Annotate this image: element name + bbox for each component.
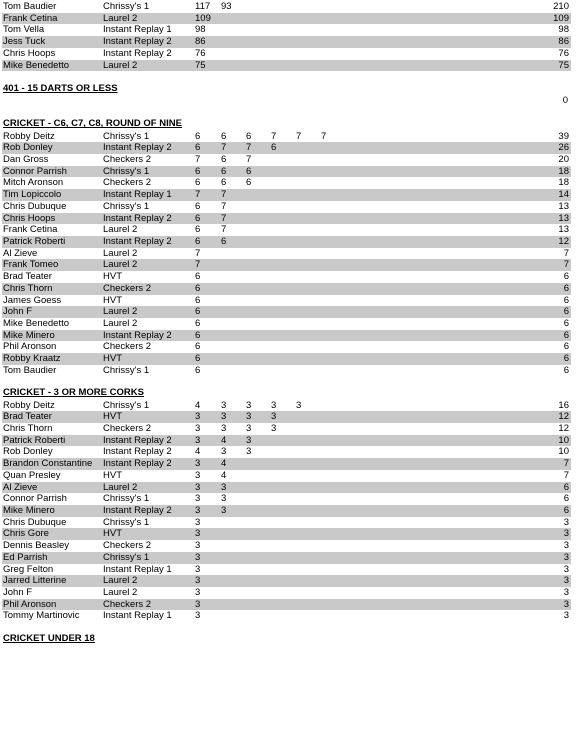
score-cell: 3: [195, 422, 201, 434]
team-name: Chrissy's 1: [103, 399, 150, 411]
player-name: Chris Thorn: [3, 282, 53, 294]
score-cell: 7: [221, 189, 227, 201]
total-cell: 86: [558, 36, 569, 48]
score-cell: 76: [195, 47, 206, 59]
team-name: HVT: [103, 271, 122, 283]
team-name: Instant Replay 1: [103, 610, 172, 622]
table-row: [2, 458, 571, 470]
table-row: [2, 36, 571, 48]
total-cell: 3: [563, 516, 569, 528]
score-cell: 6: [195, 200, 201, 212]
player-name: Jess Tuck: [3, 36, 46, 48]
section-401-total: 0: [562, 95, 568, 106]
table-row: [2, 411, 571, 423]
total-cell: 6: [563, 282, 569, 294]
total-cell: 13: [558, 224, 569, 236]
score-cell: 3: [195, 411, 201, 423]
score-cell: 109: [195, 12, 211, 24]
score-cell: 3: [195, 504, 201, 516]
table-row: [2, 13, 571, 25]
team-name: Chrissy's 1: [103, 200, 150, 212]
table-row: [2, 177, 571, 189]
player-name: Al Zieve: [3, 247, 38, 259]
table-row: [2, 224, 571, 236]
player-name: Mike Benedetto: [3, 318, 70, 330]
player-name: Connor Parrish: [3, 493, 67, 505]
total-cell: 7: [563, 469, 569, 481]
player-name: Brad Teater: [3, 411, 52, 423]
total-cell: 16: [558, 399, 569, 411]
team-name: Checkers 2: [103, 177, 152, 189]
total-cell: 3: [563, 587, 569, 599]
player-name: Dan Gross: [3, 153, 49, 165]
total-cell: 13: [558, 212, 569, 224]
score-cell: 3: [221, 422, 227, 434]
player-name: Rob Donley: [3, 446, 53, 458]
team-name: Checkers 2: [103, 282, 152, 294]
score-cell: 6: [246, 130, 252, 142]
player-name: Quan Presley: [3, 469, 61, 481]
score-cell: 6: [195, 142, 201, 154]
team-name: HVT: [103, 469, 122, 481]
total-cell: 6: [563, 329, 569, 341]
score-cell: 7: [246, 142, 252, 154]
score-cell: 3: [246, 399, 252, 411]
player-name: Phil Aronson: [3, 341, 57, 353]
score-cell: 3: [221, 504, 227, 516]
score-cell: 3: [271, 422, 277, 434]
score-cell: 7: [271, 130, 277, 142]
table-row: [2, 423, 571, 435]
score-cell: 6: [195, 177, 201, 189]
score-cell: 6: [221, 153, 227, 165]
team-name: Checkers 2: [103, 422, 152, 434]
score-cell: 4: [195, 446, 201, 458]
player-name: Mitch Aronson: [3, 177, 64, 189]
player-name: Jarred Litterine: [3, 575, 67, 587]
score-cell: 6: [195, 224, 201, 236]
team-name: Instant Replay 2: [103, 47, 172, 59]
team-name: Chrissy's 1: [103, 516, 150, 528]
player-name: James Goess: [3, 294, 62, 306]
team-name: Laurel 2: [103, 12, 138, 24]
team-name: HVT: [103, 353, 122, 365]
table-row: [2, 365, 571, 377]
score-cell: 6: [195, 235, 201, 247]
score-cell: 3: [221, 411, 227, 423]
team-name: HVT: [103, 411, 122, 423]
team-name: HVT: [103, 294, 122, 306]
player-name: Frank Cetina: [3, 224, 58, 236]
team-name: Chrissy's 1: [103, 1, 150, 12]
team-name: Chrissy's 1: [103, 130, 150, 142]
score-cell: 93: [221, 1, 232, 12]
table-row: [2, 295, 571, 307]
table-row: [2, 259, 571, 271]
total-cell: 6: [563, 318, 569, 330]
score-cell: 6: [221, 235, 227, 247]
table-row: [2, 306, 571, 318]
total-cell: 6: [563, 364, 569, 376]
total-cell: 6: [563, 271, 569, 283]
score-cell: 4: [221, 458, 227, 470]
table-row: [2, 610, 571, 622]
score-cell: 6: [246, 177, 252, 189]
table-row: [2, 189, 571, 201]
table-row: [2, 24, 571, 36]
total-cell: 7: [563, 247, 569, 259]
score-cell: 98: [195, 24, 206, 36]
table-row: [2, 201, 571, 213]
score-cell: 6: [195, 271, 201, 283]
player-name: John F: [3, 587, 33, 599]
table-row: [2, 517, 571, 529]
section-heading-under-18: CRICKET UNDER 18: [3, 633, 95, 644]
score-cell: 3: [221, 493, 227, 505]
player-name: Frank Tomeo: [3, 259, 59, 271]
player-name: Robby Deitz: [3, 130, 55, 142]
total-cell: 210: [553, 1, 569, 12]
score-cell: 3: [246, 411, 252, 423]
table-row: [2, 564, 571, 576]
table-row: [2, 505, 571, 517]
team-name: Laurel 2: [103, 318, 138, 330]
table-row: [2, 587, 571, 599]
score-cell: 3: [195, 551, 201, 563]
table-row: [2, 341, 571, 353]
table-row: [2, 283, 571, 295]
table-row: [2, 60, 571, 72]
total-cell: 7: [563, 259, 569, 271]
total-cell: 12: [558, 411, 569, 423]
team-name: Laurel 2: [103, 247, 138, 259]
team-name: Checkers 2: [103, 153, 152, 165]
table-row: [2, 575, 571, 587]
score-cell: 7: [195, 153, 201, 165]
score-cell: 6: [195, 212, 201, 224]
total-cell: 10: [558, 434, 569, 446]
score-cell: 3: [195, 469, 201, 481]
score-cell: 7: [195, 189, 201, 201]
team-name: Laurel 2: [103, 259, 138, 271]
table-row: [2, 330, 571, 342]
player-name: Chris Dubuque: [3, 200, 67, 212]
player-name: Chris Gore: [3, 528, 49, 540]
player-name: Brandon Constantine: [3, 458, 93, 470]
score-cell: 86: [195, 36, 206, 48]
total-cell: 3: [563, 563, 569, 575]
team-name: Instant Replay 1: [103, 563, 172, 575]
score-cell: 6: [195, 353, 201, 365]
table-row: [2, 48, 571, 60]
table-row: [2, 271, 571, 283]
score-cell: 3: [221, 446, 227, 458]
total-cell: 13: [558, 200, 569, 212]
score-cell: 4: [221, 469, 227, 481]
score-cell: 3: [296, 399, 302, 411]
score-cell: 6: [271, 142, 277, 154]
score-cell: 3: [221, 481, 227, 493]
player-name: Chris Thorn: [3, 422, 53, 434]
team-name: Instant Replay 2: [103, 504, 172, 516]
team-name: Instant Replay 2: [103, 36, 172, 48]
score-cell: 7: [221, 224, 227, 236]
total-cell: 6: [563, 341, 569, 353]
score-cell: 7: [221, 212, 227, 224]
total-cell: 10: [558, 446, 569, 458]
team-name: Chrissy's 1: [103, 364, 150, 376]
table-row: [2, 599, 571, 611]
player-name: Greg Felton: [3, 563, 54, 575]
score-cell: 6: [195, 364, 201, 376]
player-name: Patrick Roberti: [3, 235, 66, 247]
team-name: Instant Replay 2: [103, 446, 172, 458]
player-name: Chris Hoops: [3, 47, 56, 59]
player-name: Rob Donley: [3, 142, 53, 154]
player-name: Al Zieve: [3, 481, 38, 493]
team-name: Instant Replay 2: [103, 434, 172, 446]
score-cell: 3: [221, 399, 227, 411]
score-cell: 6: [195, 130, 201, 142]
total-cell: 6: [563, 306, 569, 318]
score-cell: 3: [195, 516, 201, 528]
team-name: Laurel 2: [103, 575, 138, 587]
total-cell: 26: [558, 142, 569, 154]
score-cell: 6: [195, 329, 201, 341]
team-name: Instant Replay 2: [103, 458, 172, 470]
team-name: Laurel 2: [103, 587, 138, 599]
total-cell: 6: [563, 481, 569, 493]
total-cell: 6: [563, 504, 569, 516]
table-row: [2, 552, 571, 564]
score-cell: 6: [195, 341, 201, 353]
player-name: John F: [3, 306, 33, 318]
table-row: [2, 248, 571, 260]
player-name: Patrick Roberti: [3, 434, 66, 446]
total-cell: 3: [563, 598, 569, 610]
section-heading-corks: CRICKET - 3 OR MORE CORKS: [3, 387, 144, 398]
player-name: Robby Kraatz: [3, 353, 61, 365]
table-row: [2, 131, 571, 143]
table-row: [2, 400, 571, 412]
total-cell: 109: [553, 12, 569, 24]
score-cell: 3: [195, 528, 201, 540]
total-cell: 3: [563, 540, 569, 552]
team-name: Laurel 2: [103, 59, 138, 71]
player-name: Mike Minero: [3, 504, 55, 516]
player-name: Phil Aronson: [3, 598, 57, 610]
score-cell: 4: [195, 399, 201, 411]
total-cell: 18: [558, 177, 569, 189]
score-cell: 3: [195, 610, 201, 622]
score-cell: 3: [195, 598, 201, 610]
score-cell: 6: [221, 165, 227, 177]
team-name: Chrissy's 1: [103, 493, 150, 505]
player-name: Dennis Beasley: [3, 540, 70, 552]
total-cell: 18: [558, 165, 569, 177]
score-cell: 3: [246, 422, 252, 434]
total-cell: 20: [558, 153, 569, 165]
section-heading-round-of-nine: CRICKET - C6, C7, C8, ROUND OF NINE: [3, 118, 182, 129]
score-cell: 3: [195, 587, 201, 599]
score-cell: 6: [195, 294, 201, 306]
table-row: [2, 482, 571, 494]
score-cell: 6: [221, 177, 227, 189]
team-name: Instant Replay 1: [103, 24, 172, 36]
total-cell: 14: [558, 189, 569, 201]
table-row: [2, 213, 571, 225]
section-heading-401: 401 - 15 DARTS OR LESS: [3, 83, 118, 94]
score-cell: 6: [195, 306, 201, 318]
player-name: Chris Dubuque: [3, 516, 67, 528]
table-row: [2, 1, 571, 13]
team-name: Instant Replay 2: [103, 212, 172, 224]
team-name: Checkers 2: [103, 341, 152, 353]
score-cell: 3: [195, 493, 201, 505]
score-cell: 6: [221, 130, 227, 142]
score-cell: 7: [321, 130, 327, 142]
team-name: Laurel 2: [103, 306, 138, 318]
score-cell: 3: [195, 481, 201, 493]
team-name: Instant Replay 2: [103, 235, 172, 247]
score-cell: 6: [195, 282, 201, 294]
total-cell: 12: [558, 235, 569, 247]
score-cell: 7: [195, 259, 201, 271]
total-cell: 3: [563, 528, 569, 540]
total-cell: 12: [558, 422, 569, 434]
score-cell: 117: [195, 1, 211, 12]
score-cell: 6: [246, 165, 252, 177]
team-name: Laurel 2: [103, 224, 138, 236]
score-cell: 3: [246, 446, 252, 458]
table-row: [2, 353, 571, 365]
total-cell: 7: [563, 458, 569, 470]
player-name: Tommy Martinovic: [3, 610, 80, 622]
score-cell: 75: [195, 59, 206, 71]
score-cell: 3: [195, 434, 201, 446]
player-name: Frank Cetina: [3, 12, 58, 24]
total-cell: 3: [563, 610, 569, 622]
table-row: [2, 154, 571, 166]
table-row: [2, 236, 571, 248]
score-cell: 3: [246, 434, 252, 446]
team-name: Laurel 2: [103, 481, 138, 493]
score-cell: 3: [195, 540, 201, 552]
team-name: Checkers 2: [103, 598, 152, 610]
table-row: [2, 528, 571, 540]
score-cell: 3: [271, 399, 277, 411]
score-cell: 7: [246, 153, 252, 165]
player-name: Mike Minero: [3, 329, 55, 341]
score-cell: 3: [195, 563, 201, 575]
total-cell: 6: [563, 294, 569, 306]
score-cell: 7: [221, 142, 227, 154]
score-cell: 7: [195, 247, 201, 259]
player-name: Tom Baudier: [3, 364, 57, 376]
table-row: [2, 142, 571, 154]
score-cell: 6: [195, 165, 201, 177]
team-name: Checkers 2: [103, 540, 152, 552]
player-name: Tim Lopiccolo: [3, 189, 62, 201]
table-row: [2, 166, 571, 178]
player-name: Mike Benedetto: [3, 59, 70, 71]
total-cell: 6: [563, 353, 569, 365]
table-row: [2, 318, 571, 330]
total-cell: 6: [563, 493, 569, 505]
total-cell: 75: [558, 59, 569, 71]
total-cell: 3: [563, 575, 569, 587]
team-name: Chrissy's 1: [103, 551, 150, 563]
score-cell: 3: [195, 458, 201, 470]
team-name: Instant Replay 1: [103, 189, 172, 201]
score-cell: 6: [195, 318, 201, 330]
table-row: [2, 493, 571, 505]
player-name: Tom Vella: [3, 24, 45, 36]
player-name: Chris Hoops: [3, 212, 56, 224]
player-name: Brad Teater: [3, 271, 52, 283]
team-name: Instant Replay 2: [103, 142, 172, 154]
player-name: Connor Parrish: [3, 165, 67, 177]
player-name: Ed Parrish: [3, 551, 48, 563]
score-cell: 3: [271, 411, 277, 423]
total-cell: 3: [563, 551, 569, 563]
table-row: [2, 470, 571, 482]
team-name: Instant Replay 2: [103, 329, 172, 341]
team-name: Chrissy's 1: [103, 165, 150, 177]
score-cell: 7: [296, 130, 302, 142]
score-cell: 4: [221, 434, 227, 446]
total-cell: 76: [558, 47, 569, 59]
table-row: [2, 540, 571, 552]
team-name: HVT: [103, 528, 122, 540]
total-cell: 39: [558, 130, 569, 142]
score-cell: 7: [221, 200, 227, 212]
table-row: [2, 446, 571, 458]
player-name: Robby Deitz: [3, 399, 55, 411]
player-name: Tom Baudier: [3, 1, 57, 12]
score-cell: 3: [195, 575, 201, 587]
table-row: [2, 435, 571, 447]
total-cell: 98: [558, 24, 569, 36]
